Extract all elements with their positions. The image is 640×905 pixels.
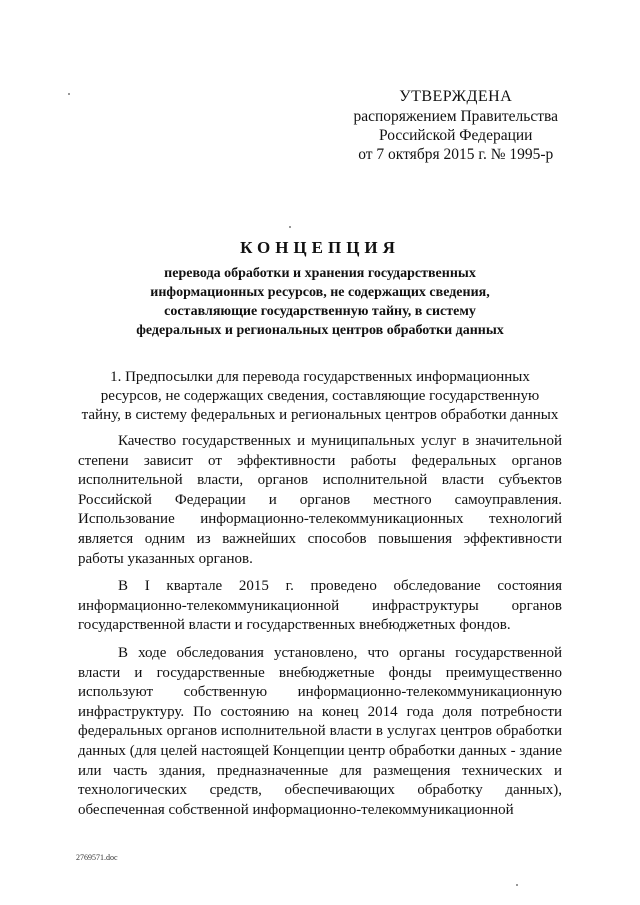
document-title: КОНЦЕПЦИЯ bbox=[240, 238, 400, 257]
document-subtitle: перевода обработки и хранения государственных информационных ресурсов, не содержащих сведения, составляющие государственную тайну, в систему федеральных и региональных центров обработки данных bbox=[136, 266, 504, 338]
approval-stamp: УТВЕРЖДЕНА bbox=[399, 88, 513, 105]
document-file-id: 2769571.doc bbox=[76, 853, 118, 862]
body-text bbox=[78, 432, 562, 828]
section-heading: 1. Предпосылки для перевода государственных информационных ресурсов, не содержащих сведения, составляющие государственную тайну, в систему федеральных и региональных центров обработки данных bbox=[81, 369, 559, 423]
approval-block bbox=[353, 87, 558, 164]
approval-line-1: распоряжением Правительства bbox=[353, 108, 558, 125]
scan-speck bbox=[516, 884, 518, 886]
approval-line-2: Российской Федерации bbox=[379, 127, 533, 144]
scan-speck bbox=[68, 93, 70, 95]
paragraph: В ходе обследования установлено, что органы государственной власти и государственные внебюджетные фонды преимущественно используют собственную информационно-телекоммуникационную инфраструктуру. По состоянию на конец 2014 года доля потребности федеральных органов исполнительной власти в услугах центров обработки данных (для целей настоящей Концепции центр обработки данных - здание или часть здания, предназначенные для размещения технических и технологических средств, обеспечивающих обработку данных), обеспеченная собственной информационно-телекоммуникационной bbox=[78, 644, 562, 818]
approval-line-3: от 7 октября 2015 г. № 1995-р bbox=[358, 146, 554, 163]
paragraph: Качество государственных и муниципальных услуг в значительной степени зависит от эффективности работы федеральных органов исполнительной власти, органов исполнительной власти субъектов Российской Федерации и органов местного самоуправления. Использование информационно-телекоммуникационных технологий является одним из важнейших способов повышения эффективности работы указанных органов. bbox=[78, 433, 562, 567]
paragraph: В I квартале 2015 г. проведено обследование состояния информационно-телекоммуникационной инфраструктуры органов государственной власти и государственных внебюджетных фондов. bbox=[78, 578, 562, 634]
scan-speck bbox=[289, 226, 291, 228]
